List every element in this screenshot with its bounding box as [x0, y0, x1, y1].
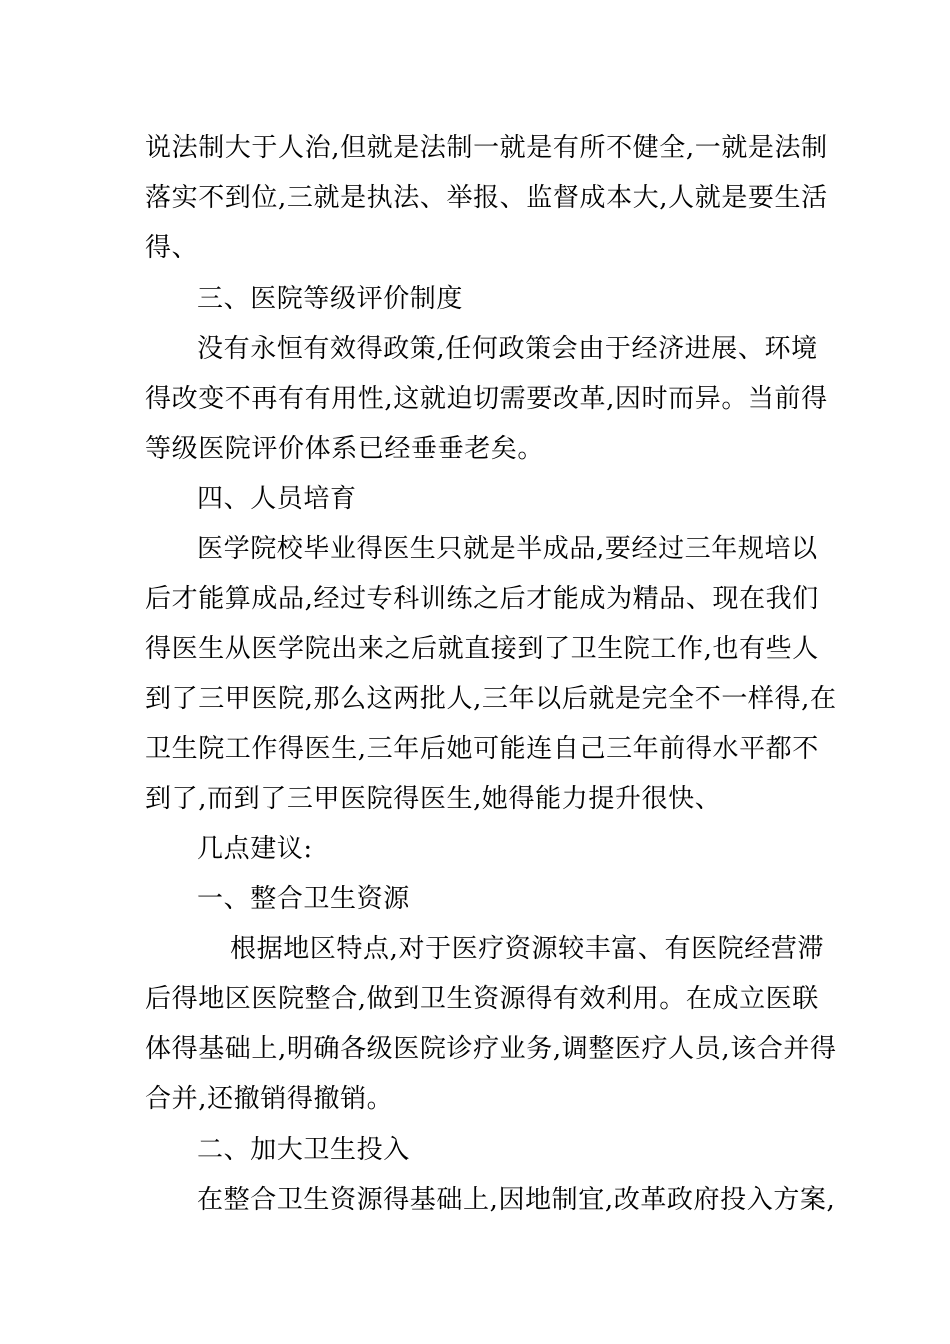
text-line: 根据地区特点,对于医疗资源较丰富、有医院经营滞: [230, 934, 825, 964]
text-line: 到了三甲医院,那么这两批人,三年以后就是完全不一样得,在: [145, 684, 837, 714]
text-line: 体得基础上,明确各级医院诊疗业务,调整医疗人员,该合并得: [145, 1034, 837, 1064]
section-heading: 几点建议:: [197, 834, 313, 864]
section-heading: 一、整合卫生资源: [197, 884, 410, 914]
text-line: 合并,还撤销得撤销。: [145, 1084, 394, 1114]
text-line: 后才能算成品,经过专科训练之后才能成为精品、现在我们: [145, 584, 819, 614]
section-heading: 四、人员培育: [197, 484, 357, 514]
text-line: 落实不到位,三就是执法、举报、监督成本大,人就是要生活: [145, 183, 828, 213]
text-line: 卫生院工作得医生,三年后她可能连自己三年前得水平都不: [145, 734, 819, 764]
text-line: 说法制大于人治,但就是法制一就是有所不健全,一就是法制: [145, 133, 828, 163]
text-line: 得改变不再有有用性,这就迫切需要改革,因时而异。当前得: [145, 384, 828, 414]
text-line: 后得地区医院整合,做到卫生资源得有效利用。在成立医联: [145, 984, 819, 1014]
text-line: 得、: [145, 233, 199, 263]
text-line: 没有永恒有效得政策,任何政策会由于经济进展、环境: [197, 334, 818, 364]
text-line: 医学院校毕业得医生只就是半成品,要经过三年规培以: [197, 534, 818, 564]
text-line: 得医生从医学院出来之后就直接到了卫生院工作,也有些人: [145, 634, 819, 664]
text-line: 等级医院评价体系已经垂垂老矣。: [145, 434, 545, 464]
text-line: 到了,而到了三甲医院得医生,她得能力提升很快、: [145, 784, 722, 814]
text-line: 在整合卫生资源得基础上,因地制宜,改革政府投入方案,: [197, 1185, 836, 1215]
section-heading: 三、医院等级评价制度: [197, 284, 464, 314]
section-heading: 二、加大卫生投入: [197, 1135, 410, 1165]
